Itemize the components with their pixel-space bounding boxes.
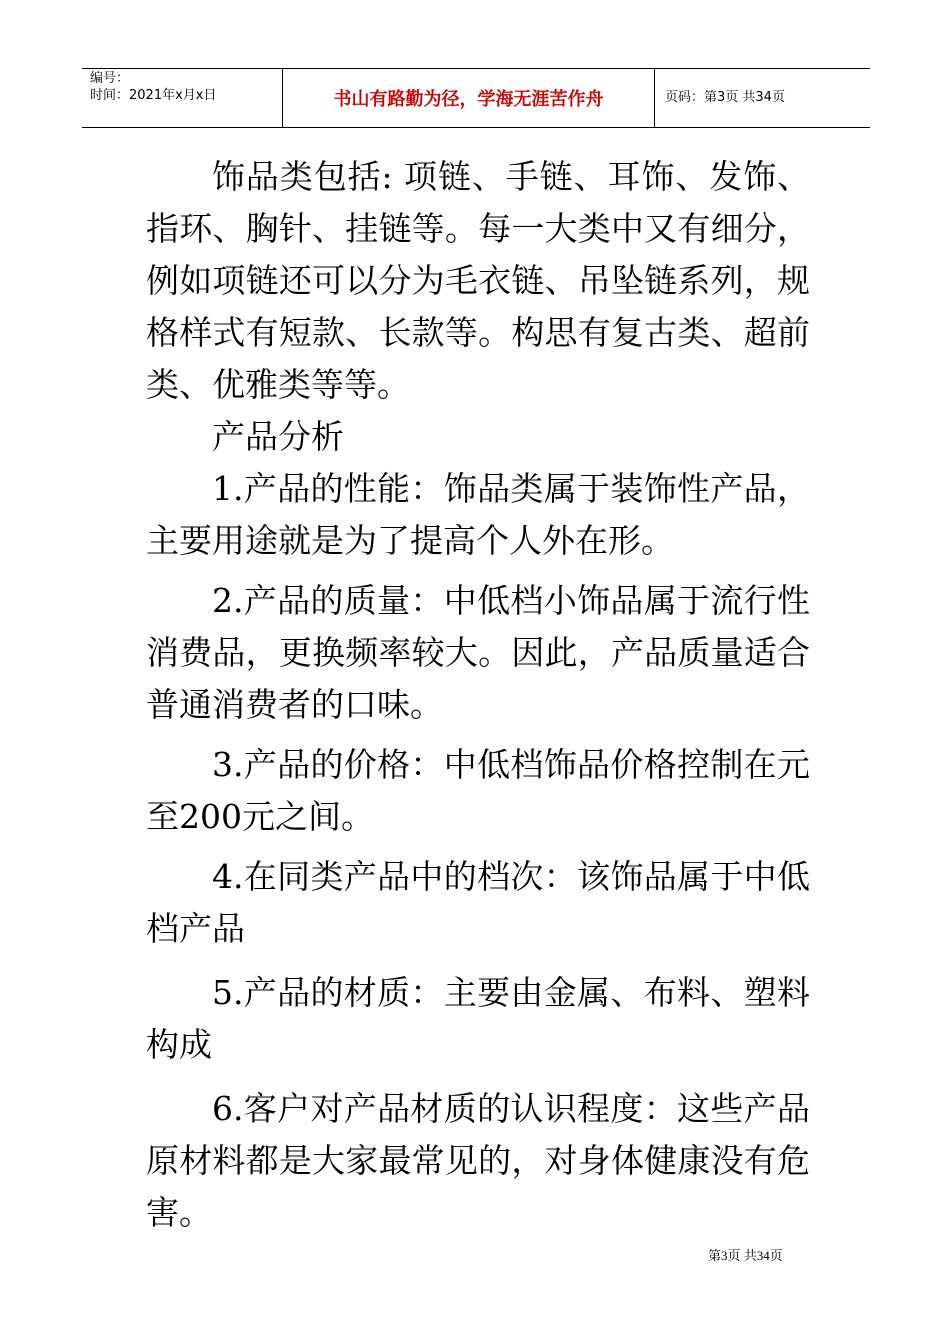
motto-text: 书山有路勤为径，学海无涯苦作舟	[333, 89, 604, 110]
document-body	[146, 151, 810, 1239]
page-footer: 第3页 共34页	[708, 1248, 783, 1263]
paragraph-item-2: 2.产品的质量：中低档小饰品属于流行性消费品，更换频率较大。因此，产品质量适合普通消费者的口味。	[146, 581, 810, 724]
paragraph-item-1: 1.产品的性能：饰品类属于装饰性产品，主要用途就是为了提高个人外在形。	[146, 469, 810, 560]
section-heading-product-analysis: 产品分析	[212, 417, 344, 456]
header-meta	[82, 69, 282, 127]
paragraph-item-4: 4.在同类产品中的档次：该饰品属于中低档产品	[146, 857, 810, 948]
header-page-info-cell	[655, 69, 870, 127]
paragraph-intro: 饰品类包括: 项链、手链、耳饰、发饰、指环、胸针、挂链等。每一大类中又有细分，例如项链还可以分为毛衣链、吊坠链系列，规格样式有短款、长款等。构思有复古类、超前类、优雅类等等。	[146, 157, 810, 404]
header-motto-cell	[282, 69, 655, 127]
serial-number-label: 编号：	[90, 71, 130, 86]
date-line: 时间：2021年x月x日	[90, 88, 217, 103]
paragraph-item-6: 6.客户对产品材质的认识程度：这些产品原材料都是大家最常见的，对身体健康没有危害。	[146, 1089, 810, 1232]
paragraph-item-3: 3.产品的价格：中低档饰品价格控制在元至200元之间。	[146, 745, 810, 836]
page-header	[82, 68, 870, 128]
header-page-info: 页码：第3页 共34页	[665, 90, 785, 105]
paragraph-item-5: 5.产品的材质：主要由金属、布料、塑料构成	[146, 973, 810, 1064]
